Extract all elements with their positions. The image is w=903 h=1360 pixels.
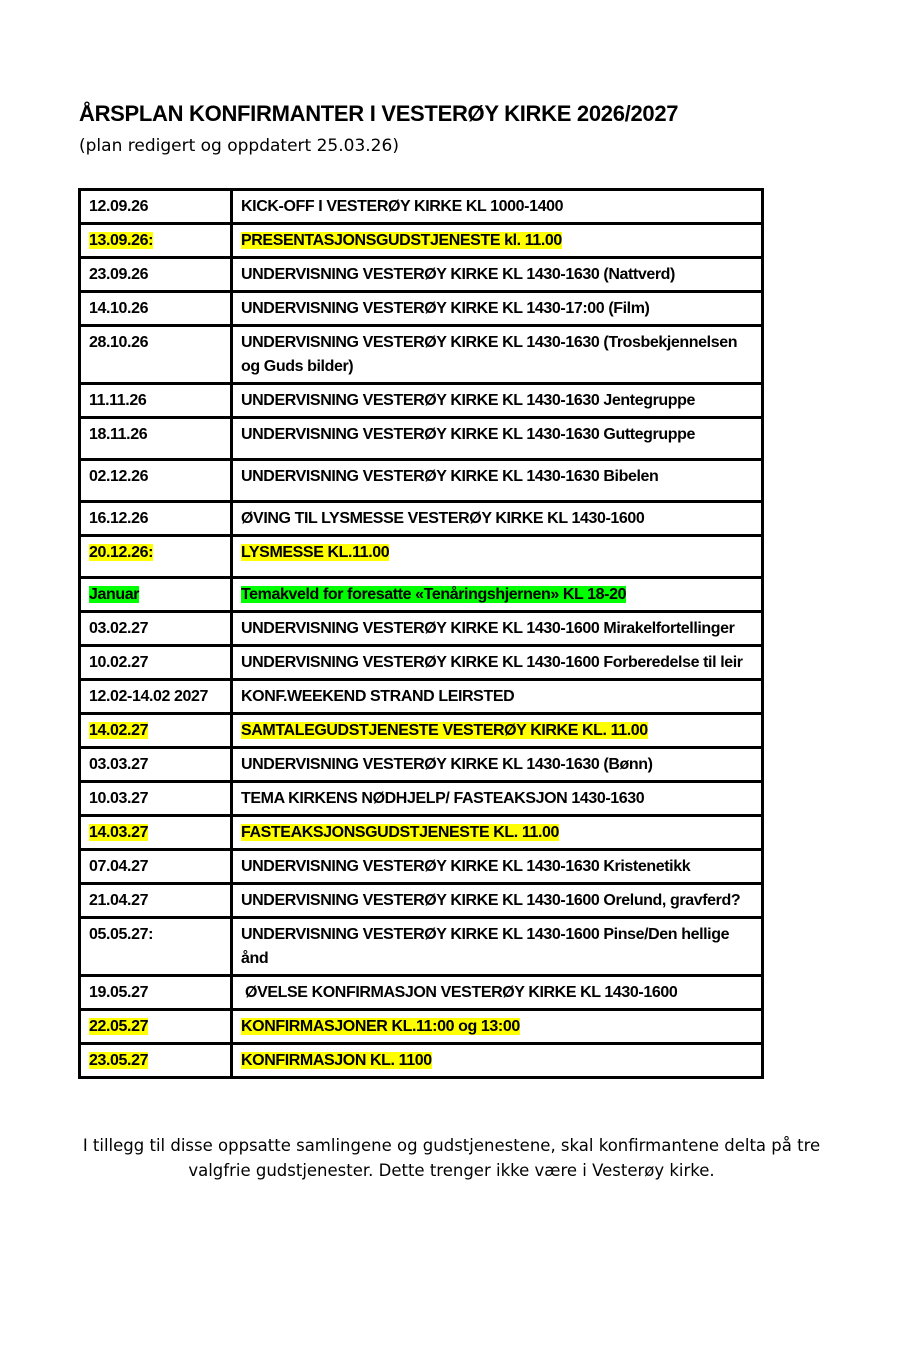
schedule-date: 19.05.27 (89, 984, 149, 1001)
schedule-date: 03.03.27 (89, 756, 149, 773)
schedule-event-cell (232, 536, 763, 578)
schedule-date-cell (80, 460, 232, 502)
schedule-event: KONFIRMASJON KL. 1100 (241, 1052, 432, 1069)
schedule-event: UNDERVISNING VESTERØY KIRKE KL 1430-1630 (Bønn) (241, 756, 653, 773)
schedule-event-cell (232, 190, 763, 224)
schedule-date-cell (80, 850, 232, 884)
schedule-row (80, 292, 763, 326)
schedule-event-cell (232, 384, 763, 418)
schedule-date-cell (80, 612, 232, 646)
schedule-event: KONFIRMASJONER KL.11:00 og 13:00 (241, 1018, 520, 1035)
schedule-date: 03.02.27 (89, 620, 149, 637)
schedule-row (80, 680, 763, 714)
schedule-event: UNDERVISNING VESTERØY KIRKE KL 1430-1630 Jentegruppe (241, 392, 696, 409)
schedule-event-cell (232, 502, 763, 536)
schedule-event-cell (232, 612, 763, 646)
schedule-event: Temakveld for foresatte «Tenåringshjernen» KL 18-20 (241, 586, 627, 603)
schedule-event-cell (232, 748, 763, 782)
schedule-event: LYSMESSE KL.11.00 (241, 544, 390, 561)
schedule-date-cell (80, 502, 232, 536)
schedule-date: Januar (89, 586, 140, 603)
schedule-date: 07.04.27 (89, 858, 149, 875)
schedule-event: SAMTALEGUDSTJENESTE VESTERØY KIRKE KL. 11.00 (241, 722, 648, 739)
schedule-date-cell (80, 1044, 232, 1078)
schedule-row (80, 612, 763, 646)
schedule-event-cell (232, 224, 763, 258)
schedule-event: UNDERVISNING VESTERØY KIRKE KL 1430-1630 Guttegruppe (241, 426, 695, 443)
schedule-date: 10.02.27 (89, 654, 149, 671)
schedule-date: 23.05.27 (89, 1052, 149, 1069)
schedule-event-cell (232, 918, 763, 976)
schedule-event-cell (232, 884, 763, 918)
schedule-event: PRESENTASJONSGUDSTJENESTE kl. 11.00 (241, 232, 562, 249)
schedule-event: FASTEAKSJONSGUDSTJENESTE KL. 11.00 (241, 824, 560, 841)
schedule-event-cell (232, 646, 763, 680)
schedule-date: 05.05.27: (89, 926, 154, 943)
schedule-date-cell (80, 714, 232, 748)
schedule-event: UNDERVISNING VESTERØY KIRKE KL 1430-1630 (Trosbekjennelsen og Guds bilder) (241, 334, 738, 375)
schedule-event: UNDERVISNING VESTERØY KIRKE KL 1430-1600 Mirakelfortellinger (241, 620, 735, 637)
schedule-date-cell (80, 384, 232, 418)
schedule-row (80, 816, 763, 850)
schedule-date-cell (80, 190, 232, 224)
schedule-row (80, 258, 763, 292)
schedule-date: 20.12.26: (89, 544, 154, 561)
schedule-event-cell (232, 816, 763, 850)
schedule-date-cell (80, 680, 232, 714)
schedule-date: 11.11.26 (89, 392, 147, 409)
schedule-event: KONF.WEEKEND STRAND LEIRSTED (241, 688, 515, 705)
schedule-event: UNDERVISNING VESTERØY KIRKE KL 1430-1630 (Nattverd) (241, 266, 675, 283)
schedule-date-cell (80, 884, 232, 918)
schedule-date: 10.03.27 (89, 790, 149, 807)
schedule-date-cell (80, 224, 232, 258)
schedule-event: UNDERVISNING VESTERØY KIRKE KL 1430-17:00 (Film) (241, 300, 650, 317)
schedule-row (80, 190, 763, 224)
schedule-date-cell (80, 782, 232, 816)
schedule-row (80, 918, 763, 976)
schedule-date-cell (80, 536, 232, 578)
schedule-event-cell (232, 680, 763, 714)
schedule-event-cell (232, 292, 763, 326)
schedule-event-cell (232, 714, 763, 748)
schedule-date-cell (80, 1010, 232, 1044)
schedule-event-cell (232, 460, 763, 502)
schedule-event-cell (232, 782, 763, 816)
schedule-date: 14.10.26 (89, 300, 149, 317)
schedule-date: 16.12.26 (89, 510, 149, 527)
schedule-row (80, 714, 763, 748)
schedule-date-cell (80, 578, 232, 612)
schedule-row (80, 646, 763, 680)
schedule-date: 13.09.26: (89, 232, 154, 249)
schedule-row (80, 850, 763, 884)
schedule-row (80, 884, 763, 918)
schedule-event-cell (232, 850, 763, 884)
schedule-date-cell (80, 816, 232, 850)
schedule-date: 22.05.27 (89, 1018, 149, 1035)
schedule-row (80, 782, 763, 816)
schedule-date-cell (80, 646, 232, 680)
schedule-event-cell (232, 326, 763, 384)
schedule-event-cell (232, 1044, 763, 1078)
schedule-row (80, 326, 763, 384)
schedule-row (80, 536, 763, 578)
schedule-date: 21.04.27 (89, 892, 149, 909)
schedule-date-cell (80, 748, 232, 782)
schedule-row (80, 976, 763, 1010)
schedule-row (80, 1010, 763, 1044)
schedule-row (80, 578, 763, 612)
schedule-date-cell (80, 326, 232, 384)
schedule-row (80, 384, 763, 418)
footer-note: I tillegg til disse oppsatte samlingene og gudstjenestene, skal konfirmantene delta på tre valgfrie gudstjenester. Dette trenger ikke være i Vesterøy kirke. (82, 1136, 821, 1180)
schedule-date-cell (80, 976, 232, 1010)
schedule-body (80, 190, 763, 1078)
schedule-event-cell (232, 418, 763, 460)
schedule-event: TEMA KIRKENS NØDHJELP/ FASTEAKSJON 1430-1630 (241, 790, 645, 807)
schedule-row (80, 460, 763, 502)
schedule-row (80, 502, 763, 536)
schedule-date-cell (80, 292, 232, 326)
schedule-date: 12.02-14.02 2027 (89, 688, 209, 705)
schedule-event-cell (232, 976, 763, 1010)
schedule-row (80, 418, 763, 460)
schedule-event: KICK-OFF I VESTERØY KIRKE KL 1000-1400 (241, 198, 564, 215)
schedule-table (78, 188, 764, 1079)
schedule-event: UNDERVISNING VESTERØY KIRKE KL 1430-1630 Kristenetikk (241, 858, 691, 875)
schedule-row (80, 1044, 763, 1078)
schedule-date: 14.02.27 (89, 722, 149, 739)
schedule-event: ØVELSE KONFIRMASJON VESTERØY KIRKE KL 1430-1600 (241, 984, 678, 1001)
schedule-date: 12.09.26 (89, 198, 149, 215)
schedule-date: 02.12.26 (89, 468, 149, 485)
schedule-event-cell (232, 1010, 763, 1044)
schedule-date-cell (80, 418, 232, 460)
schedule-row (80, 224, 763, 258)
schedule-date: 18.11.26 (89, 426, 148, 443)
schedule-event: UNDERVISNING VESTERØY KIRKE KL 1430-1600 Pinse/Den hellige ånd (241, 926, 730, 967)
document-subtitle: (plan redigert og oppdatert 25.03.26) (79, 136, 399, 156)
schedule-event: UNDERVISNING VESTERØY KIRKE KL 1430-1600 Orelund, gravferd? (241, 892, 741, 909)
schedule-row (80, 748, 763, 782)
schedule-date: 14.03.27 (89, 824, 149, 841)
schedule-event: UNDERVISNING VESTERØY KIRKE KL 1430-1630 Bibelen (241, 468, 659, 485)
schedule-event: UNDERVISNING VESTERØY KIRKE KL 1430-1600 Forberedelse til leir (241, 654, 743, 671)
schedule-date-cell (80, 918, 232, 976)
schedule-event-cell (232, 258, 763, 292)
document-title: ÅRSPLAN KONFIRMANTER I VESTERØY KIRKE 2026/2027 (79, 101, 679, 126)
schedule-date: 23.09.26 (89, 266, 149, 283)
schedule-date: 28.10.26 (89, 334, 149, 351)
schedule-event-cell (232, 578, 763, 612)
schedule-event: ØVING TIL LYSMESSE VESTERØY KIRKE KL 1430-1600 (241, 510, 645, 527)
schedule-date-cell (80, 258, 232, 292)
